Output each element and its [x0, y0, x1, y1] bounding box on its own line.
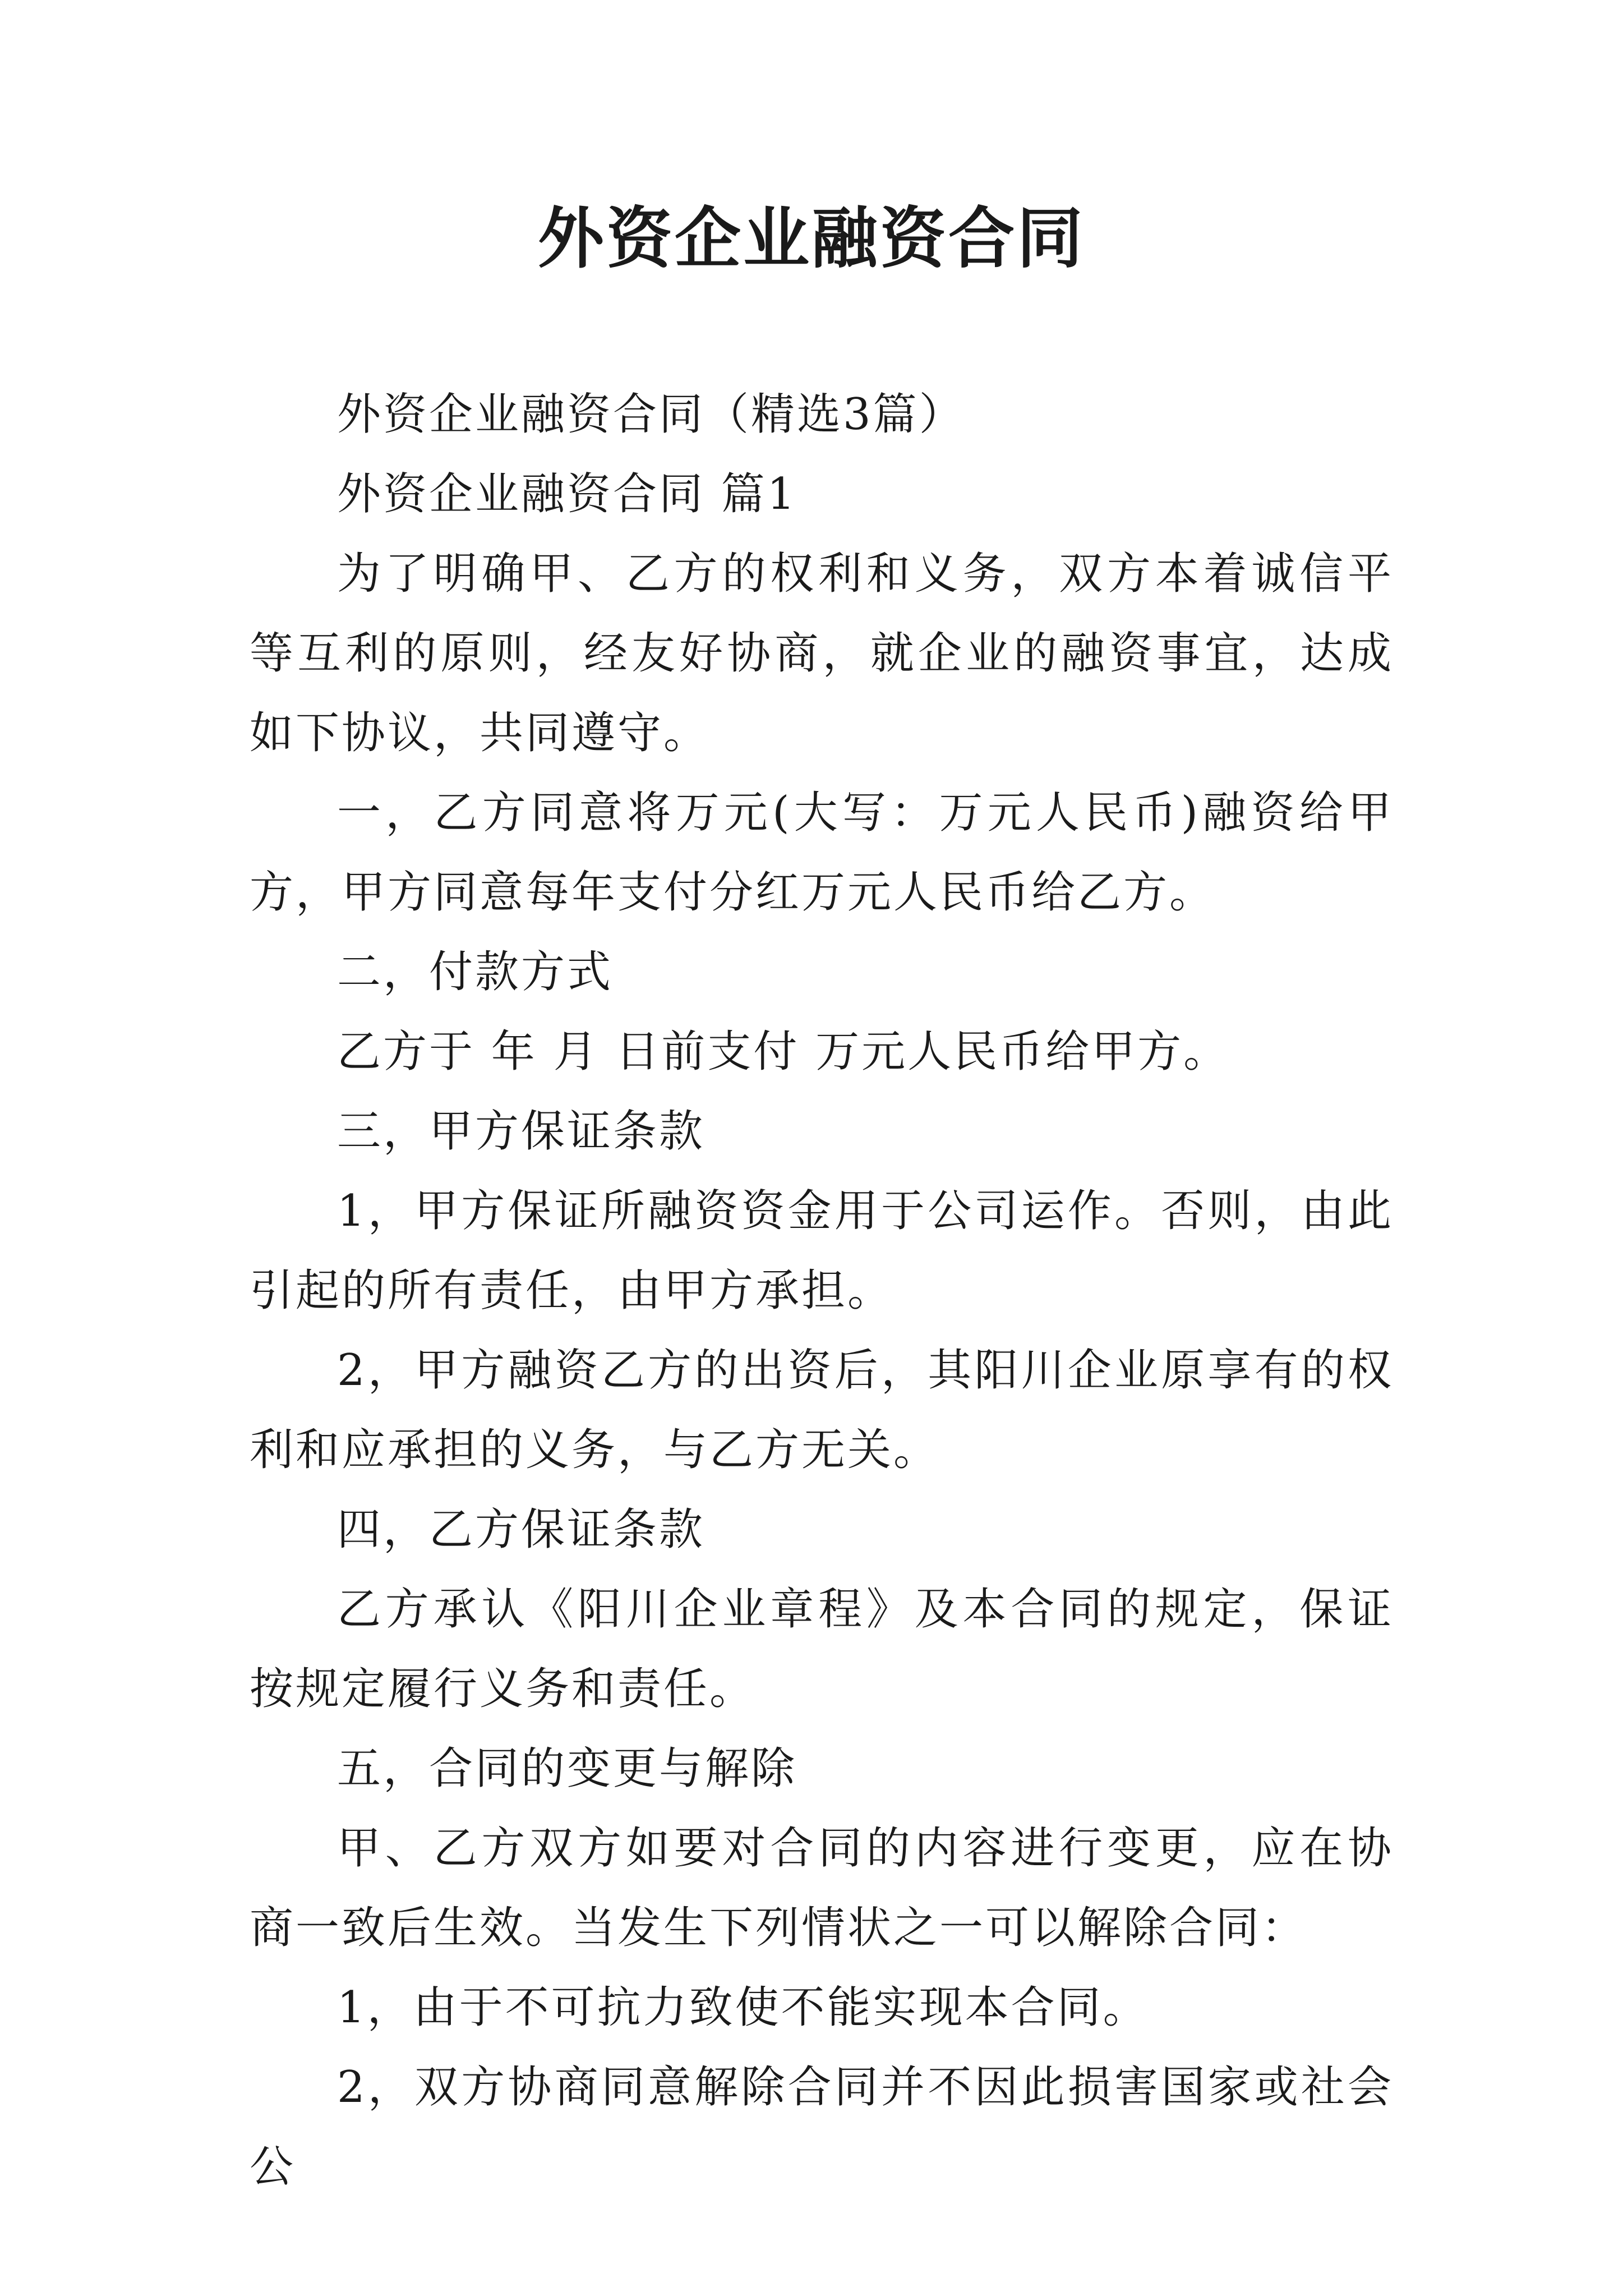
paragraph-payment-terms: 乙方于 年 月 日前支付 万元人民币给甲方。 — [337, 1027, 1230, 1077]
paragraph-clause-5-text: 甲、乙方双方如要对合同的内容进行变更，应在协商一致后生效。当发生下列情状之一可以解除合同： — [250, 1823, 1394, 1953]
paragraph-clause-1: 一，乙方同意将万元(大写：万元人民币)融资给甲方，甲方同意每年支付分红万元人民币给乙方。 — [250, 788, 1394, 918]
paragraph-clause-5-item-2: 2，双方协商同意解除合同并不因此损害国家或社会公 — [250, 2062, 1394, 2192]
paragraph-clause-5-item-1: 1，由于不可抗力致使不能实现本合同。 — [337, 1982, 1149, 2033]
paragraph-clause-3-item-1: 1，甲方保证所融资资金用于公司运作。否则，由此引起的所有责任，由甲方承担。 — [250, 1186, 1394, 1316]
paragraph-preamble: 为了明确甲、乙方的权利和义务，双方本着诚信平等互利的原则，经友好协商，就企业的融资事宜，达成如下协议，共同遵守。 — [250, 549, 1394, 758]
paragraph-collection-heading: 外资企业融资合同（精选3篇） — [337, 389, 965, 440]
paragraph-clause-2-heading: 二，付款方式 — [337, 947, 614, 997]
paragraph-clause-5-heading: 五，合同的变更与解除 — [337, 1743, 797, 1794]
document-title: 外资企业融资合同 — [537, 199, 1085, 277]
paragraph-clause-4-heading: 四，乙方保证条款 — [337, 1504, 706, 1555]
paragraph-clause-3-item-2: 2，甲方融资乙方的出资后，其阳川企业原享有的权利和应承担的义务，与乙方无关。 — [250, 1345, 1394, 1475]
paragraph-clause-4-text: 乙方承认《阳川企业章程》及本合同的规定，保证按规定履行义务和责任。 — [250, 1584, 1394, 1714]
paragraph-clause-3-heading: 三，甲方保证条款 — [337, 1106, 706, 1157]
document-body — [250, 375, 1394, 2207]
paragraph-article-heading: 外资企业融资合同 篇1 — [337, 469, 797, 519]
